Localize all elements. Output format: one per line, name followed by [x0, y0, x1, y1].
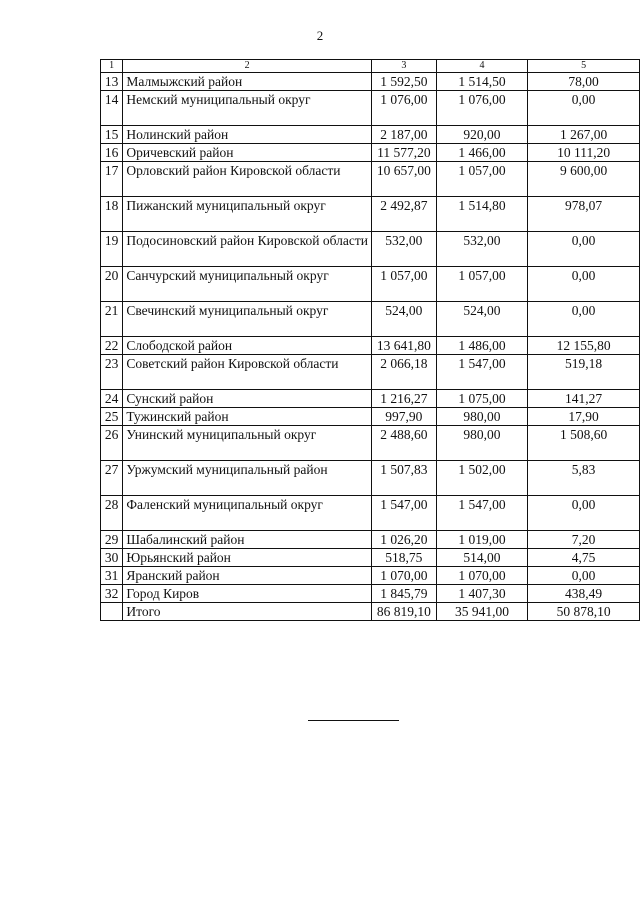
value-col5: 1 508,60: [528, 426, 640, 461]
value-col4: 1 502,00: [436, 461, 527, 496]
value-col5: 978,07: [528, 197, 640, 232]
row-number: 15: [101, 126, 123, 144]
value-col5: 7,20: [528, 531, 640, 549]
table-row: [101, 496, 640, 531]
value-col3: 1 076,00: [371, 91, 436, 126]
value-col3: 524,00: [371, 302, 436, 337]
row-name: Шабалинский район: [123, 531, 372, 549]
row-name: Унинский муниципальный округ: [123, 426, 372, 461]
row-name: Нолинский район: [123, 126, 372, 144]
table-row: [101, 549, 640, 567]
column-header: 4: [436, 60, 527, 73]
row-number: 28: [101, 496, 123, 531]
row-number: 31: [101, 567, 123, 585]
value-col4: 1 486,00: [436, 337, 527, 355]
value-col3: 997,90: [371, 408, 436, 426]
value-col5: 0,00: [528, 91, 640, 126]
value-col5: 519,18: [528, 355, 640, 390]
value-col3: 13 641,80: [371, 337, 436, 355]
value-col4: 1 547,00: [436, 355, 527, 390]
value-col3: 532,00: [371, 232, 436, 267]
table-row: [101, 302, 640, 337]
table-row: [101, 461, 640, 496]
row-name: Фаленский муниципальный округ: [123, 496, 372, 531]
value-col5: 78,00: [528, 73, 640, 91]
value-col4: 1 070,00: [436, 567, 527, 585]
table-row: [101, 91, 640, 126]
row-number: 19: [101, 232, 123, 267]
value-col5: 0,00: [528, 496, 640, 531]
value-col5: 10 111,20: [528, 144, 640, 162]
value-col3: 518,75: [371, 549, 436, 567]
value-col4: 1 547,00: [436, 496, 527, 531]
table-row: [101, 337, 640, 355]
table-row: [101, 162, 640, 197]
row-name: Тужинский район: [123, 408, 372, 426]
value-col5: 438,49: [528, 585, 640, 603]
row-name: Советский район Кировской области: [123, 355, 372, 390]
value-col5: 0,00: [528, 267, 640, 302]
row-number: [101, 603, 123, 621]
column-header: 1: [101, 60, 123, 73]
value-col4: 1 076,00: [436, 91, 527, 126]
value-col3: 86 819,10: [371, 603, 436, 621]
column-header: 3: [371, 60, 436, 73]
row-number: 26: [101, 426, 123, 461]
table-row: [101, 408, 640, 426]
value-col3: 11 577,20: [371, 144, 436, 162]
value-col5: 0,00: [528, 232, 640, 267]
value-col3: 1 592,50: [371, 73, 436, 91]
row-name: Санчурский муниципальный округ: [123, 267, 372, 302]
page-number: 2: [316, 28, 324, 43]
row-number: 30: [101, 549, 123, 567]
row-name: Город Киров: [123, 585, 372, 603]
value-col3: 1 057,00: [371, 267, 436, 302]
value-col3: 2 066,18: [371, 355, 436, 390]
table-row: [101, 197, 640, 232]
value-col4: 1 514,80: [436, 197, 527, 232]
value-col4: 35 941,00: [436, 603, 527, 621]
table-row: [101, 267, 640, 302]
row-number: 13: [101, 73, 123, 91]
value-col4: 920,00: [436, 126, 527, 144]
table-row: [101, 73, 640, 91]
value-col3: 1 216,27: [371, 390, 436, 408]
value-col5: 12 155,80: [528, 337, 640, 355]
total-row: [101, 603, 640, 621]
row-name: Подосиновский район Кировской области: [123, 232, 372, 267]
row-name: Юрьянский район: [123, 549, 372, 567]
row-name: Малмыжский район: [123, 73, 372, 91]
value-col3: 2 488,60: [371, 426, 436, 461]
value-col4: 980,00: [436, 408, 527, 426]
divider-line: [308, 720, 399, 721]
row-name: Уржумский муниципальный район: [123, 461, 372, 496]
column-header: 2: [123, 60, 372, 73]
row-name: Итого: [123, 603, 372, 621]
table-row: [101, 232, 640, 267]
value-col5: 1 267,00: [528, 126, 640, 144]
table-row: [101, 390, 640, 408]
row-number: 20: [101, 267, 123, 302]
row-name: Сунский район: [123, 390, 372, 408]
data-table: [100, 59, 640, 621]
table-header-row: [101, 60, 640, 73]
value-col5: 17,90: [528, 408, 640, 426]
value-col4: 532,00: [436, 232, 527, 267]
value-col3: 1 547,00: [371, 496, 436, 531]
value-col4: 1 466,00: [436, 144, 527, 162]
value-col4: 1 019,00: [436, 531, 527, 549]
value-col5: 9 600,00: [528, 162, 640, 197]
row-number: 29: [101, 531, 123, 549]
column-header: 5: [528, 60, 640, 73]
value-col3: 1 070,00: [371, 567, 436, 585]
value-col3: 1 507,83: [371, 461, 436, 496]
table-row: [101, 144, 640, 162]
row-number: 18: [101, 197, 123, 232]
row-name: Оричевский район: [123, 144, 372, 162]
value-col4: 1 407,30: [436, 585, 527, 603]
value-col5: 0,00: [528, 567, 640, 585]
value-col3: 1 845,79: [371, 585, 436, 603]
value-col4: 1 514,50: [436, 73, 527, 91]
row-number: 14: [101, 91, 123, 126]
row-number: 17: [101, 162, 123, 197]
value-col5: 50 878,10: [528, 603, 640, 621]
value-col4: 1 075,00: [436, 390, 527, 408]
table-row: [101, 567, 640, 585]
table-row: [101, 531, 640, 549]
value-col4: 1 057,00: [436, 162, 527, 197]
row-number: 16: [101, 144, 123, 162]
row-number: 27: [101, 461, 123, 496]
value-col5: 0,00: [528, 302, 640, 337]
row-number: 23: [101, 355, 123, 390]
row-name: Пижанский муниципальный округ: [123, 197, 372, 232]
row-number: 21: [101, 302, 123, 337]
row-number: 24: [101, 390, 123, 408]
value-col3: 10 657,00: [371, 162, 436, 197]
table-row: [101, 355, 640, 390]
table-row: [101, 585, 640, 603]
row-name: Яранский район: [123, 567, 372, 585]
row-name: Свечинский муниципальный округ: [123, 302, 372, 337]
value-col5: 4,75: [528, 549, 640, 567]
row-name: Орловский район Кировской области: [123, 162, 372, 197]
row-number: 22: [101, 337, 123, 355]
value-col3: 2 187,00: [371, 126, 436, 144]
table-row: [101, 126, 640, 144]
row-number: 32: [101, 585, 123, 603]
value-col5: 5,83: [528, 461, 640, 496]
value-col4: 514,00: [436, 549, 527, 567]
row-name: Немский муниципальный округ: [123, 91, 372, 126]
row-name: Слободской район: [123, 337, 372, 355]
table-row: [101, 426, 640, 461]
value-col3: 1 026,20: [371, 531, 436, 549]
row-number: 25: [101, 408, 123, 426]
value-col4: 980,00: [436, 426, 527, 461]
value-col3: 2 492,87: [371, 197, 436, 232]
value-col4: 524,00: [436, 302, 527, 337]
value-col4: 1 057,00: [436, 267, 527, 302]
value-col5: 141,27: [528, 390, 640, 408]
